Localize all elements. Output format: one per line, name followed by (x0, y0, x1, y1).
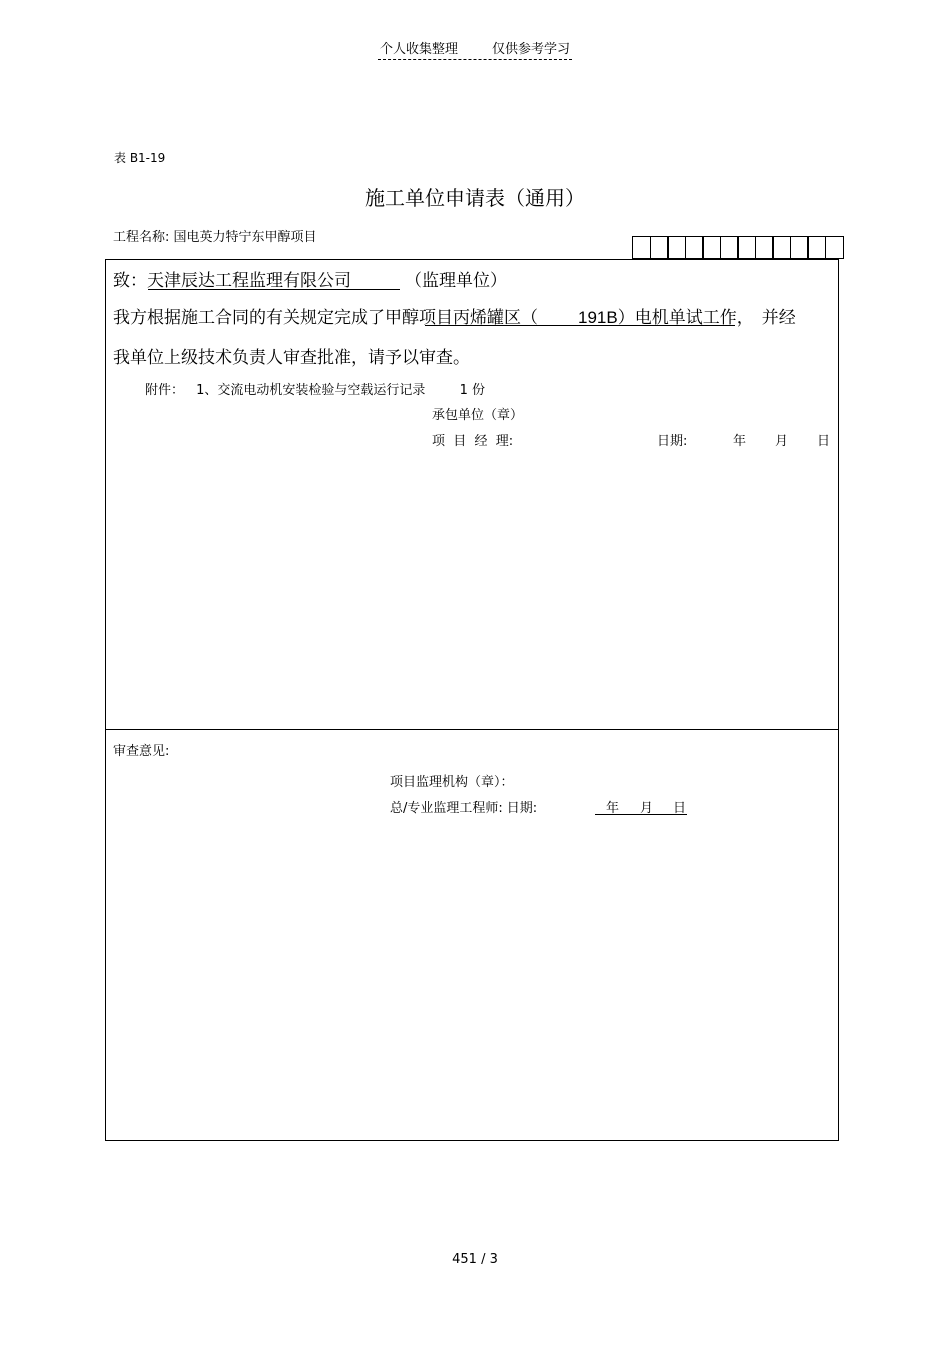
to-suffix: （监理单位） (405, 271, 507, 291)
code-box (685, 236, 704, 259)
app-day: 日 (817, 434, 831, 449)
engineer-label: 总/专业监理工程师: (390, 801, 503, 816)
review-month: 月 (640, 801, 654, 816)
form-code: 表 B1-19 (114, 151, 166, 165)
app-year: 年 (733, 434, 747, 449)
body-code: 191B） (578, 308, 635, 327)
app-date-label: 日期: (657, 434, 688, 449)
attachment-count: 1 份 (459, 383, 485, 398)
project-label: 工程名称: (113, 230, 170, 245)
project-line (113, 226, 317, 245)
header-note-right: 仅供参考学习 (492, 42, 571, 57)
body-item-tail: 电机单试工作， (634, 308, 754, 328)
code-box (807, 236, 826, 259)
body-line-2: 我单位上级技术负责人审查批准，请予以审查。 (113, 348, 470, 368)
header-note-left: 个人收集整理 (379, 42, 458, 57)
recipient-line (113, 266, 351, 291)
review-day: 日 (673, 801, 687, 816)
code-box (825, 236, 844, 259)
to-label: 致： (113, 271, 147, 291)
review-engineer-line (390, 797, 537, 816)
section-divider (105, 729, 839, 730)
contractor-label: 承包单位（章） (432, 408, 524, 423)
page-number: 451 / 3 (452, 1252, 498, 1267)
manager-label: 项 目 经 理: (432, 434, 514, 449)
project-name: 国电英力特宁东甲醇项目 (173, 230, 317, 245)
attachment-item: 1、交流电动机安装检验与空载运行记录 (196, 383, 426, 398)
code-box (650, 236, 669, 259)
review-date-underline (595, 814, 687, 815)
body-underline (425, 325, 735, 326)
code-box (737, 236, 756, 259)
review-label: 审查意见: (113, 744, 170, 759)
to-value: 天津辰达工程监理有限公司 (147, 271, 351, 291)
page-title: 施工单位申请表（通用） (365, 186, 585, 210)
attachment-line (145, 379, 485, 398)
review-org-label: 项目监理机构（章）： (390, 775, 514, 790)
code-box (702, 236, 721, 259)
header-note (0, 38, 950, 60)
body-end: 并经 (761, 308, 796, 328)
code-box (632, 236, 651, 259)
review-date-label: 日期: (506, 801, 538, 816)
review-year: 年 (606, 801, 620, 816)
app-month: 月 (775, 434, 789, 449)
attachment-label: 附件： (145, 383, 185, 398)
body-prefix: 我方根据施工合同的有关规定完成了 (113, 308, 385, 328)
code-box (720, 236, 739, 259)
to-underline (148, 289, 400, 290)
code-box (790, 236, 809, 259)
code-box (667, 236, 686, 259)
code-boxes (632, 236, 842, 258)
code-box (772, 236, 791, 259)
code-box (755, 236, 774, 259)
body-item: 甲醇项目丙烯罐区（ (385, 308, 538, 328)
